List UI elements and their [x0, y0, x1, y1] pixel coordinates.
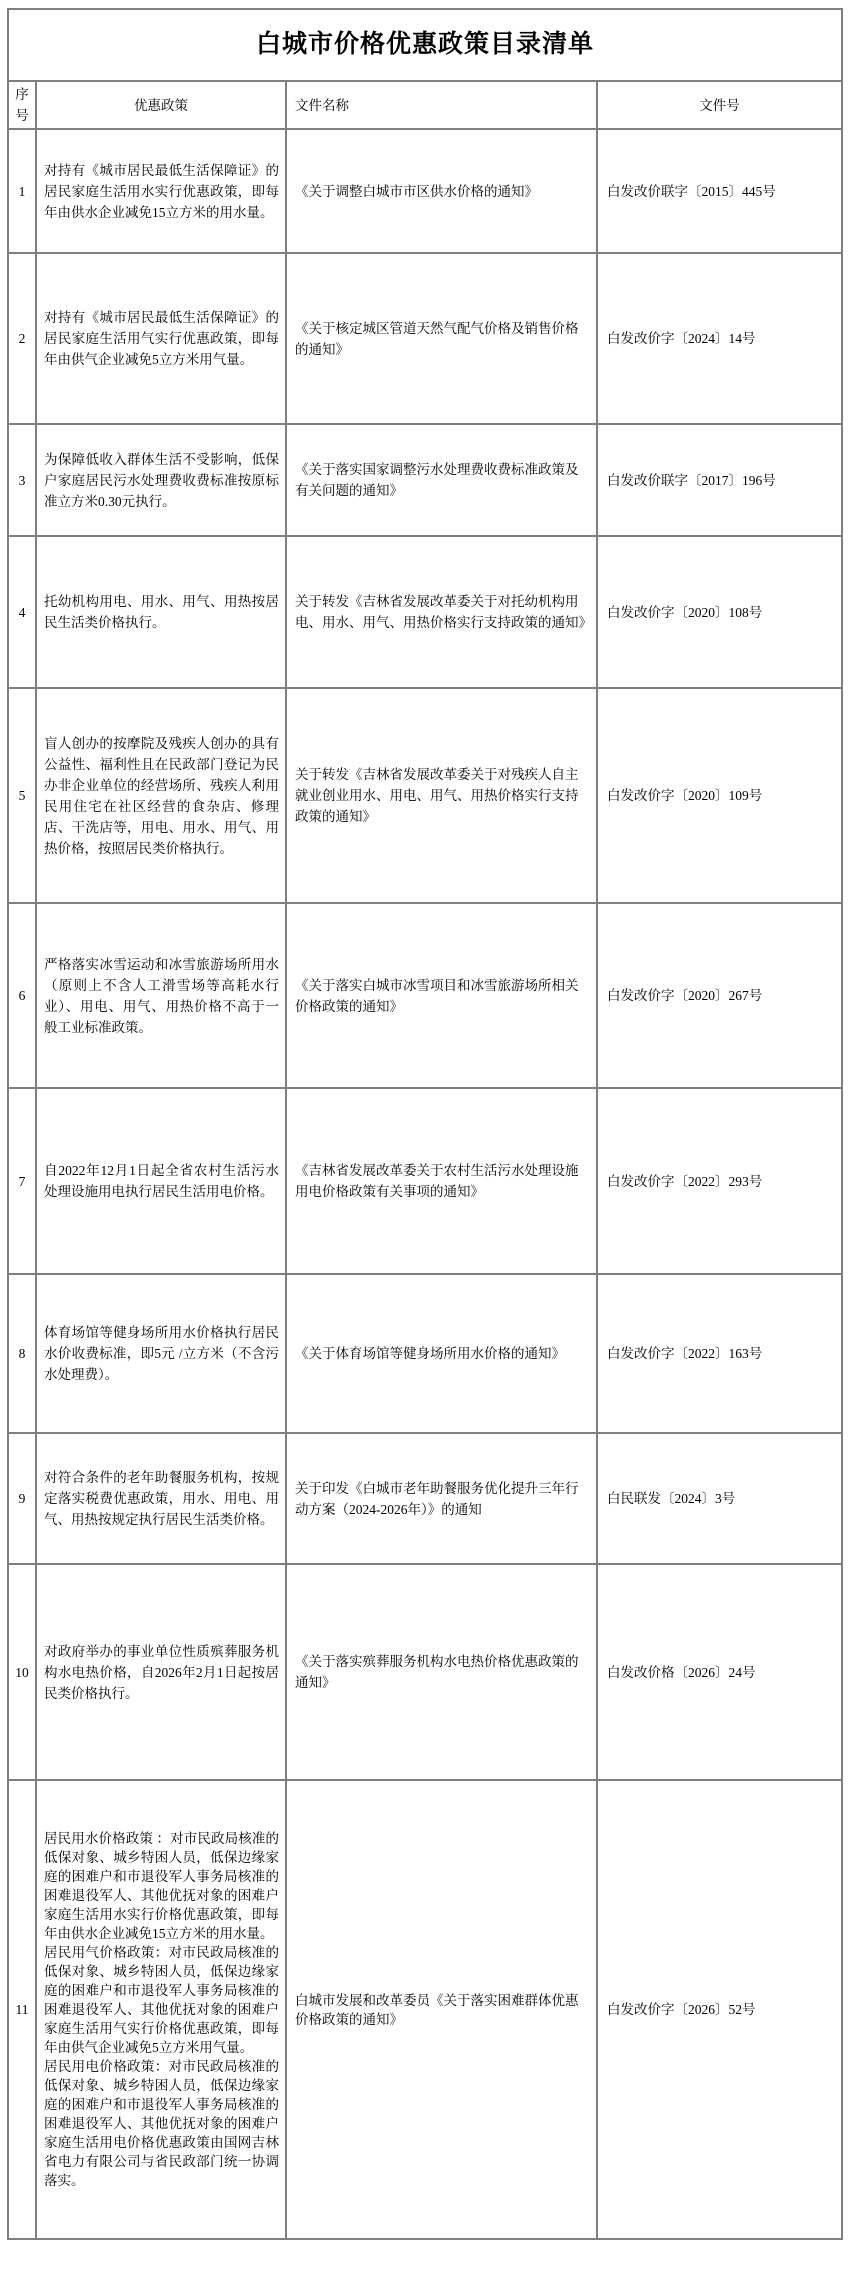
table-row: [8, 688, 842, 903]
col-header-policy: 优惠政策: [36, 81, 286, 129]
table-row: [8, 253, 842, 424]
row-number-cell: 8: [8, 1274, 36, 1433]
document-number-cell: 白发改价字〔2022〕163号: [597, 1274, 842, 1433]
policy-paragraph: 对符合条件的老年助餐服务机构，按规定落实税费优惠政策，用水、用电、用气、用热按规定执行居民生活类价格。: [44, 1470, 279, 1527]
document-number-cell: 白发改价字〔2020〕267号: [597, 903, 842, 1088]
table-row: [8, 536, 842, 688]
row-number-cell: 9: [8, 1433, 36, 1564]
row-number-cell: 3: [8, 424, 36, 536]
document-number-cell: 白发改价字〔2022〕293号: [597, 1088, 842, 1274]
document-number-cell: 白民联发〔2024〕3号: [597, 1433, 842, 1564]
title-row: [8, 9, 842, 81]
row-number-cell: 2: [8, 253, 36, 424]
table-row: [8, 129, 842, 253]
document-number-cell: 白发改价联字〔2015〕445号: [597, 129, 842, 253]
document-name-cell: 关于转发《吉林省发展改革委关于对残疾人自主就业创业用水、用电、用气、用热价格实行支持政策的通知》: [286, 688, 597, 903]
row-number-cell: 1: [8, 129, 36, 253]
document-name-cell: 关于印发《白城市老年助餐服务优化提升三年行动方案（2024-2026年）》的通知: [286, 1433, 597, 1564]
document-number-cell: 白发改价联字〔2017〕196号: [597, 424, 842, 536]
policy-paragraph: 居民用电价格政策：对市民政局核准的低保对象、城乡特困人员，低保边缘家庭的困难户和市退役军人事务局核准的困难退役军人、其他优抚对象的困难户家庭生活用电价格优惠政策由国网吉林省电力有限公司与省民政部门统一协调落实。: [44, 2059, 279, 2188]
table-row: [8, 1088, 842, 1274]
policy-table-sheet: [7, 8, 841, 2240]
policy-paragraph: 对持有《城市居民最低生活保障证》的居民家庭生活用水实行优惠政策，即每年由供水企业减免15立方米的用水量。: [44, 162, 279, 220]
row-number-cell: 10: [8, 1564, 36, 1780]
policy-cell: [36, 129, 286, 253]
document-name-cell: 白城市发展和改革委员《关于落实困难群体优惠价格政策的通知》: [286, 1780, 597, 2239]
document-name-cell: 《关于调整白城市市区供水价格的通知》: [286, 129, 597, 253]
policy-table: [7, 8, 843, 2240]
table-row: [8, 1274, 842, 1433]
row-number-cell: 11: [8, 1780, 36, 2239]
table-row: [8, 424, 842, 536]
policy-cell: [36, 536, 286, 688]
row-number-cell: 6: [8, 903, 36, 1088]
policy-cell: [36, 903, 286, 1088]
policy-cell: [36, 1780, 286, 2239]
document-name-cell: 《关于核定城区管道天然气配气价格及销售价格的通知》: [286, 253, 597, 424]
policy-cell: [36, 688, 286, 903]
col-header-no: 序号: [8, 81, 36, 129]
document-name-cell: 《关于体育场馆等健身场所用水价格的通知》: [286, 1274, 597, 1433]
row-number-cell: 5: [8, 688, 36, 903]
policy-paragraph: 对政府举办的事业单位性质殡葬服务机构水电热价格，自2026年2月1日起按居民类价格执行。: [44, 1643, 279, 1701]
policy-cell: [36, 1088, 286, 1274]
table-row: [8, 1433, 842, 1564]
policy-paragraph: 体育场馆等健身场所用水价格执行居民水价收费标准，即5元 /立方米（不含污水处理费）。: [44, 1325, 279, 1382]
row-number-cell: 4: [8, 536, 36, 688]
policy-cell: [36, 253, 286, 424]
policy-paragraph: 盲人创办的按摩院及残疾人创办的具有公益性、福利性且在民政部门登记为民办非企业单位的经营场所、残疾人利用民用住宅在社区经营的食杂店、修理店、干洗店等，用电、用水、用气、用热价格，按照居民类价格执行。: [44, 735, 279, 856]
policy-cell: [36, 424, 286, 536]
col-header-doc: 文件名称: [286, 81, 597, 129]
document-name-cell: 关于转发《吉林省发展改革委关于对托幼机构用电、用水、用气、用热价格实行支持政策的通知》: [286, 536, 597, 688]
document-name-cell: 《关于落实殡葬服务机构水电热价格优惠政策的通知》: [286, 1564, 597, 1780]
policy-paragraph: 为保障低收入群体生活不受影响，低保户家庭居民污水处理费收费标准按原标准立方米0.30元执行。: [44, 451, 279, 509]
col-header-num: 文件号: [597, 81, 842, 129]
document-number-cell: 白发改价格〔2026〕24号: [597, 1564, 842, 1780]
document-name-cell: 《关于落实国家调整污水处理费收费标准政策及有关问题的通知》: [286, 424, 597, 536]
policy-paragraph: 严格落实冰雪运动和冰雪旅游场所用水（原则上不含人工滑雪场等高耗水行业）、用电、用气、用热价格不高于一般工业标准政策。: [44, 956, 279, 1035]
policy-cell: [36, 1564, 286, 1780]
header-row: [8, 81, 842, 129]
table-row: [8, 903, 842, 1088]
page-title: 白城市价格优惠政策目录清单: [8, 9, 842, 81]
table-row: [8, 1564, 842, 1780]
document-number-cell: 白发改价字〔2020〕109号: [597, 688, 842, 903]
table-row: [8, 1780, 842, 2239]
policy-paragraph: 自2022年12月1日起全省农村生活污水处理设施用电执行居民生活用电价格。: [44, 1163, 279, 1199]
row-number-cell: 7: [8, 1088, 36, 1274]
document-number-cell: 白发改价字〔2020〕108号: [597, 536, 842, 688]
document-name-cell: 《关于落实白城市冰雪项目和冰雪旅游场所相关价格政策的通知》: [286, 903, 597, 1088]
policy-cell: [36, 1433, 286, 1564]
policy-paragraph: 对持有《城市居民最低生活保障证》的居民家庭生活用气实行优惠政策，即每年由供气企业减免5立方米用气量。: [44, 310, 279, 367]
policy-paragraph: 居民用气价格政策：对市民政局核准的低保对象、城乡特困人员，低保边缘家庭的困难户和市退役军人事务局核准的困难退役军人、其他优抚对象的困难户家庭生活用气实行价格优惠政策，即每年由供气企业减免5立方米用气量。: [44, 1945, 279, 2055]
policy-cell: [36, 1274, 286, 1433]
policy-paragraph: 居民用水价格政策 ：对市民政局核准的低保对象、城乡特困人员，低保边缘家庭的困难户和市退役军人事务局核准的困难退役军人、其他优抚对象的困难户家庭生活用水实行价格优惠政策，即每年由供水企业减免15立方米的用水量。: [44, 1831, 279, 1941]
document-number-cell: 白发改价字〔2026〕52号: [597, 1780, 842, 2239]
policy-paragraph: 托幼机构用电、用水、用气、用热按居民生活类价格执行。: [44, 594, 279, 630]
document-name-cell: 《吉林省发展改革委关于农村生活污水处理设施用电价格政策有关事项的通知》: [286, 1088, 597, 1274]
document-number-cell: 白发改价字〔2024〕14号: [597, 253, 842, 424]
